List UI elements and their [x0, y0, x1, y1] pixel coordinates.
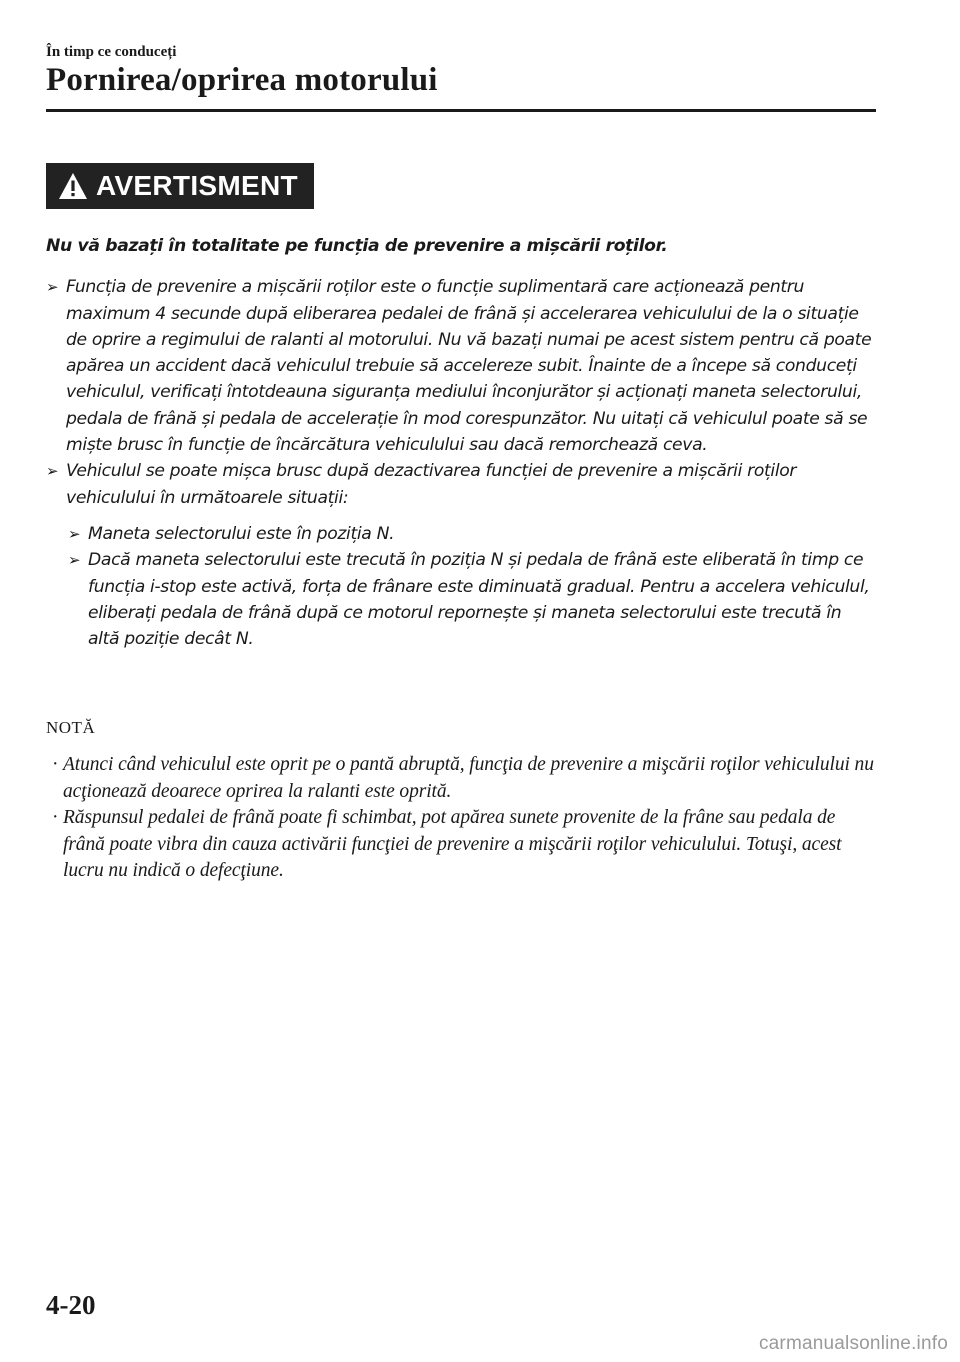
watermark: carmanualsonline.info	[758, 1333, 948, 1354]
warning-banner	[46, 163, 314, 209]
warning-item-text: Funcția de prevenire a mișcării roților este o funcție suplimentară care acționează pentru maximum 4 secunde după eliberarea pedalei de frână și accelerarea vehiculului de la o situație de oprire a regimului de ralanti al motorului. Nu vă bazați numai pe acest sistem pentru că poate apărea un accident dacă vehiculul trebuie să accelereze subit. Înainte de a începe să conduceți vehiculul, verificați întotdeauna siguranța mediului înconjurător și acționați maneta selectorului, pedala de frână și pedala de accelerație în mod corespunzător. Nu uitați că vehiculul poate să se miște brusc în funcție de încărcătura vehiculului sau dacă remorchează ceva.	[66, 277, 872, 456]
warning-subitem	[68, 521, 876, 547]
dot-bullet-icon: ·	[52, 754, 59, 775]
arrow-bullet-icon: ➢	[68, 524, 81, 543]
warning-item	[46, 458, 876, 511]
warning-lead: Nu vă bazați în totalitate pe funcția de prevenire a mișcării roților.	[46, 236, 668, 256]
warning-triangle-icon	[58, 172, 88, 200]
chapter-title: Pornirea/oprirea motorului	[46, 62, 438, 98]
note-item	[46, 752, 876, 805]
warning-subitem	[68, 547, 876, 652]
warning-sublist	[46, 521, 876, 652]
arrow-bullet-icon: ➢	[46, 278, 59, 297]
note-item-text: Răspunsul pedalei de frână poate fi schimbat, pot apărea sunete provenite de la frâne sau pedala de frână poate vibra din cauza activării funcţiei de prevenire a mişcării roţilor vehiculului. Totuşi, acest lucru nu indică o defecţiune.	[63, 807, 842, 881]
warning-item-text: Vehiculul se poate mișca brusc după dezactivarea funcției de prevenire a mișcării roților vehiculului în următoarele situații:	[66, 461, 797, 508]
title-divider	[46, 109, 876, 112]
warning-content	[46, 233, 876, 652]
note-heading: NOTĂ	[46, 718, 96, 737]
warning-item	[46, 274, 876, 458]
note-item-text: Atunci când vehiculul este oprit pe o pantă abruptă, funcţia de prevenire a mişcării roţilor vehiculului nu acţionează deoarece oprirea la ralanti este oprită.	[63, 754, 874, 802]
warning-subitem-text: Maneta selectorului este în poziția N.	[88, 523, 395, 544]
page-number: 4-20	[46, 1290, 96, 1320]
section-label: În timp ce conduceți	[46, 44, 177, 60]
dot-bullet-icon: ·	[52, 807, 59, 828]
arrow-bullet-icon: ➢	[68, 551, 81, 570]
note-section	[46, 718, 876, 885]
note-item	[46, 805, 876, 885]
warning-label: AVERTISMENT	[96, 170, 298, 201]
warning-subitem-text: Dacă maneta selectorului este trecută în poziția N și pedala de frână este eliberată în timp ce funcția i-stop este activă, forța de frânare este diminuată gradual. Pentru a accelera vehiculul, eliberați pedala de frână după ce motorul repornește și maneta selectorului este trecută în altă poziție decât N.	[88, 550, 870, 650]
arrow-bullet-icon: ➢	[46, 462, 59, 481]
